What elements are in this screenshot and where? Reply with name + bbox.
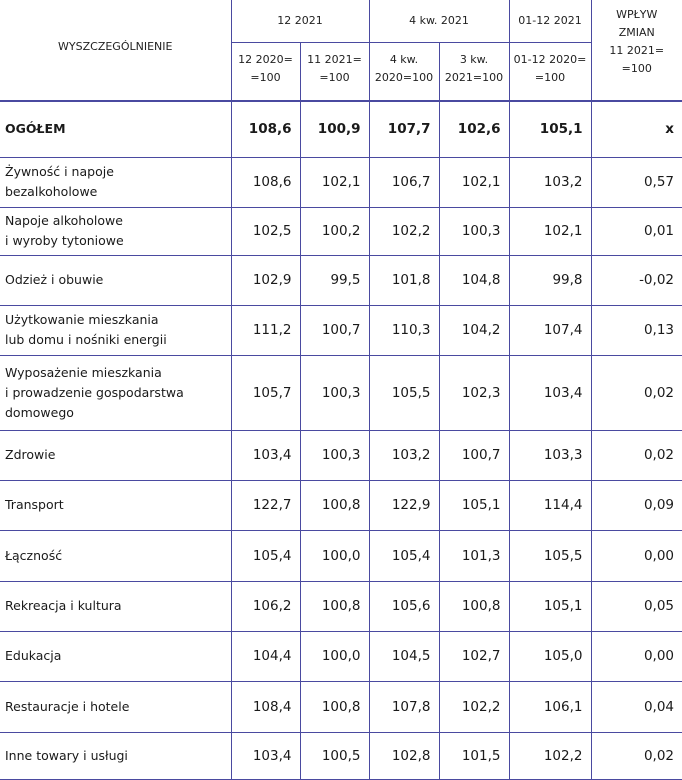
row-label-line: Wyposażenie mieszkania: [5, 363, 231, 383]
value-cell: 102,1: [300, 157, 369, 207]
row-label-line: Użytkowanie mieszkania: [5, 310, 231, 330]
row-label-line: domowego: [5, 403, 231, 423]
row-label: [0, 631, 231, 681]
value-cell: 102,9: [231, 255, 300, 305]
row-label: [0, 581, 231, 631]
header-sub-2: [300, 42, 369, 101]
table-row: [0, 631, 682, 681]
row-label-line: Edukacja: [5, 646, 231, 666]
value-cell: 102,8: [369, 732, 439, 779]
value-cell: 103,2: [509, 157, 591, 207]
row-label: [0, 207, 231, 255]
row-label-line: Odzież i obuwie: [5, 270, 231, 290]
header-sub-1-l2: =100: [232, 69, 300, 87]
table-row: [0, 681, 682, 732]
header-sub-1: [231, 42, 300, 101]
value-cell: 122,7: [231, 480, 300, 530]
row-label-line: bezalkoholowe: [5, 182, 231, 202]
value-cell: 114,4: [509, 480, 591, 530]
header-row-label: [0, 0, 231, 101]
row-label-line: lub domu i nośniki energii: [5, 330, 231, 350]
header-sub-6: [591, 42, 682, 101]
table-row: [0, 430, 682, 480]
value-cell: 102,3: [439, 355, 509, 430]
value-cell: 105,5: [369, 355, 439, 430]
value-cell: 100,8: [300, 480, 369, 530]
value-cell: 107,7: [369, 101, 439, 157]
header-sub-2-l2: =100: [301, 69, 369, 87]
value-cell: 102,1: [439, 157, 509, 207]
value-cell: x: [591, 101, 682, 157]
value-cell: 0,00: [591, 530, 682, 581]
header-sub-5-l2: =100: [510, 69, 591, 87]
value-cell: 103,4: [231, 430, 300, 480]
header-impact-line2: ZMIAN: [592, 24, 682, 42]
value-cell: 104,4: [231, 631, 300, 681]
value-cell: 100,0: [300, 631, 369, 681]
value-cell: 105,4: [231, 530, 300, 581]
row-label-line: Zdrowie: [5, 445, 231, 465]
value-cell: 0,04: [591, 681, 682, 732]
header-sub-3: [369, 42, 439, 101]
header-sub-6-l2: =100: [592, 60, 682, 78]
header-group-dec: 12 2021: [231, 0, 369, 42]
value-cell: 0,02: [591, 732, 682, 779]
row-label-line: Napoje alkoholowe: [5, 211, 231, 231]
value-cell: 100,9: [300, 101, 369, 157]
value-cell: 0,13: [591, 305, 682, 355]
table-row: [0, 581, 682, 631]
value-cell: 107,4: [509, 305, 591, 355]
value-cell: 99,8: [509, 255, 591, 305]
value-cell: 108,4: [231, 681, 300, 732]
header-sub-4: [439, 42, 509, 101]
header-sub-6-l1: 11 2021=: [592, 42, 682, 60]
value-cell: 103,4: [231, 732, 300, 779]
header-sub-4-l1: 3 kw.: [440, 51, 509, 69]
value-cell: 100,8: [300, 581, 369, 631]
value-cell: 105,6: [369, 581, 439, 631]
header-sub-3-l2: 2020=100: [370, 69, 439, 87]
row-label: [0, 101, 231, 157]
value-cell: 0,57: [591, 157, 682, 207]
table-row: [0, 355, 682, 430]
value-cell: 105,7: [231, 355, 300, 430]
header-row-groups: [0, 0, 682, 42]
value-cell: 104,8: [439, 255, 509, 305]
value-cell: 100,3: [300, 430, 369, 480]
table-row: [0, 207, 682, 255]
value-cell: 100,8: [300, 681, 369, 732]
row-label-line: Transport: [5, 495, 231, 515]
value-cell: 0,01: [591, 207, 682, 255]
value-cell: 107,8: [369, 681, 439, 732]
table-row: [0, 480, 682, 530]
value-cell: 0,02: [591, 430, 682, 480]
value-cell: 102,2: [509, 732, 591, 779]
value-cell: 111,2: [231, 305, 300, 355]
value-cell: 100,0: [300, 530, 369, 581]
row-label-line: Łączność: [5, 546, 231, 566]
header-sub-1-l1: 12 2020=: [232, 51, 300, 69]
value-cell: 110,3: [369, 305, 439, 355]
table-row-total: [0, 101, 682, 157]
row-label: [0, 732, 231, 779]
value-cell: 99,5: [300, 255, 369, 305]
header-row-label-text: WYSZCZEGÓLNIENIE: [58, 40, 172, 53]
value-cell: 102,5: [231, 207, 300, 255]
value-cell: 122,9: [369, 480, 439, 530]
value-cell: 100,2: [300, 207, 369, 255]
value-cell: 105,4: [369, 530, 439, 581]
value-cell: 104,5: [369, 631, 439, 681]
value-cell: 100,5: [300, 732, 369, 779]
header-sub-5-l1: 01-12 2020=: [510, 51, 591, 69]
value-cell: 105,1: [439, 480, 509, 530]
row-label-line: Żywność i napoje: [5, 162, 231, 182]
value-cell: 101,5: [439, 732, 509, 779]
header-sub-4-l2: 2021=100: [440, 69, 509, 87]
value-cell: 102,6: [439, 101, 509, 157]
row-label: [0, 681, 231, 732]
table-row: [0, 530, 682, 581]
header-impact: [591, 0, 682, 42]
row-label: [0, 530, 231, 581]
value-cell: 106,2: [231, 581, 300, 631]
value-cell: 108,6: [231, 157, 300, 207]
table-row: [0, 255, 682, 305]
value-cell: 0,02: [591, 355, 682, 430]
value-cell: 102,2: [439, 681, 509, 732]
value-cell: 106,1: [509, 681, 591, 732]
value-cell: -0,02: [591, 255, 682, 305]
row-label-line: i wyroby tytoniowe: [5, 231, 231, 251]
row-label-line: Rekreacja i kultura: [5, 596, 231, 616]
row-label-line: i prowadzenie gospodarstwa: [5, 383, 231, 403]
value-cell: 102,7: [439, 631, 509, 681]
value-cell: 100,7: [439, 430, 509, 480]
header-sub-5: [509, 42, 591, 101]
header-group-q4: 4 kw. 2021: [369, 0, 509, 42]
value-cell: 105,1: [509, 581, 591, 631]
value-cell: 100,7: [300, 305, 369, 355]
row-label: [0, 355, 231, 430]
row-label: [0, 480, 231, 530]
row-label-line: OGÓŁEM: [5, 119, 231, 139]
value-cell: 100,3: [439, 207, 509, 255]
value-cell: 108,6: [231, 101, 300, 157]
value-cell: 106,7: [369, 157, 439, 207]
table-row: [0, 732, 682, 779]
header-sub-2-l1: 11 2021=: [301, 51, 369, 69]
value-cell: 100,8: [439, 581, 509, 631]
value-cell: 101,3: [439, 530, 509, 581]
value-cell: 105,5: [509, 530, 591, 581]
value-cell: 105,0: [509, 631, 591, 681]
row-label: [0, 255, 231, 305]
row-label-line: Restauracje i hotele: [5, 697, 231, 717]
value-cell: 102,2: [369, 207, 439, 255]
table-body: [0, 101, 682, 779]
value-cell: 102,1: [509, 207, 591, 255]
value-cell: 103,3: [509, 430, 591, 480]
value-cell: 105,1: [509, 101, 591, 157]
value-cell: 0,09: [591, 480, 682, 530]
value-cell: 0,00: [591, 631, 682, 681]
value-cell: 100,3: [300, 355, 369, 430]
row-label: [0, 430, 231, 480]
header-impact-line1: WPŁYW: [592, 6, 682, 24]
table-row: [0, 305, 682, 355]
header-group-year: 01-12 2021: [509, 0, 591, 42]
row-label-line: Inne towary i usługi: [5, 746, 231, 766]
value-cell: 101,8: [369, 255, 439, 305]
row-label: [0, 157, 231, 207]
value-cell: 103,4: [509, 355, 591, 430]
table-row: [0, 157, 682, 207]
value-cell: 103,2: [369, 430, 439, 480]
row-label: [0, 305, 231, 355]
value-cell: 0,05: [591, 581, 682, 631]
value-cell: 104,2: [439, 305, 509, 355]
header-sub-3-l1: 4 kw.: [370, 51, 439, 69]
